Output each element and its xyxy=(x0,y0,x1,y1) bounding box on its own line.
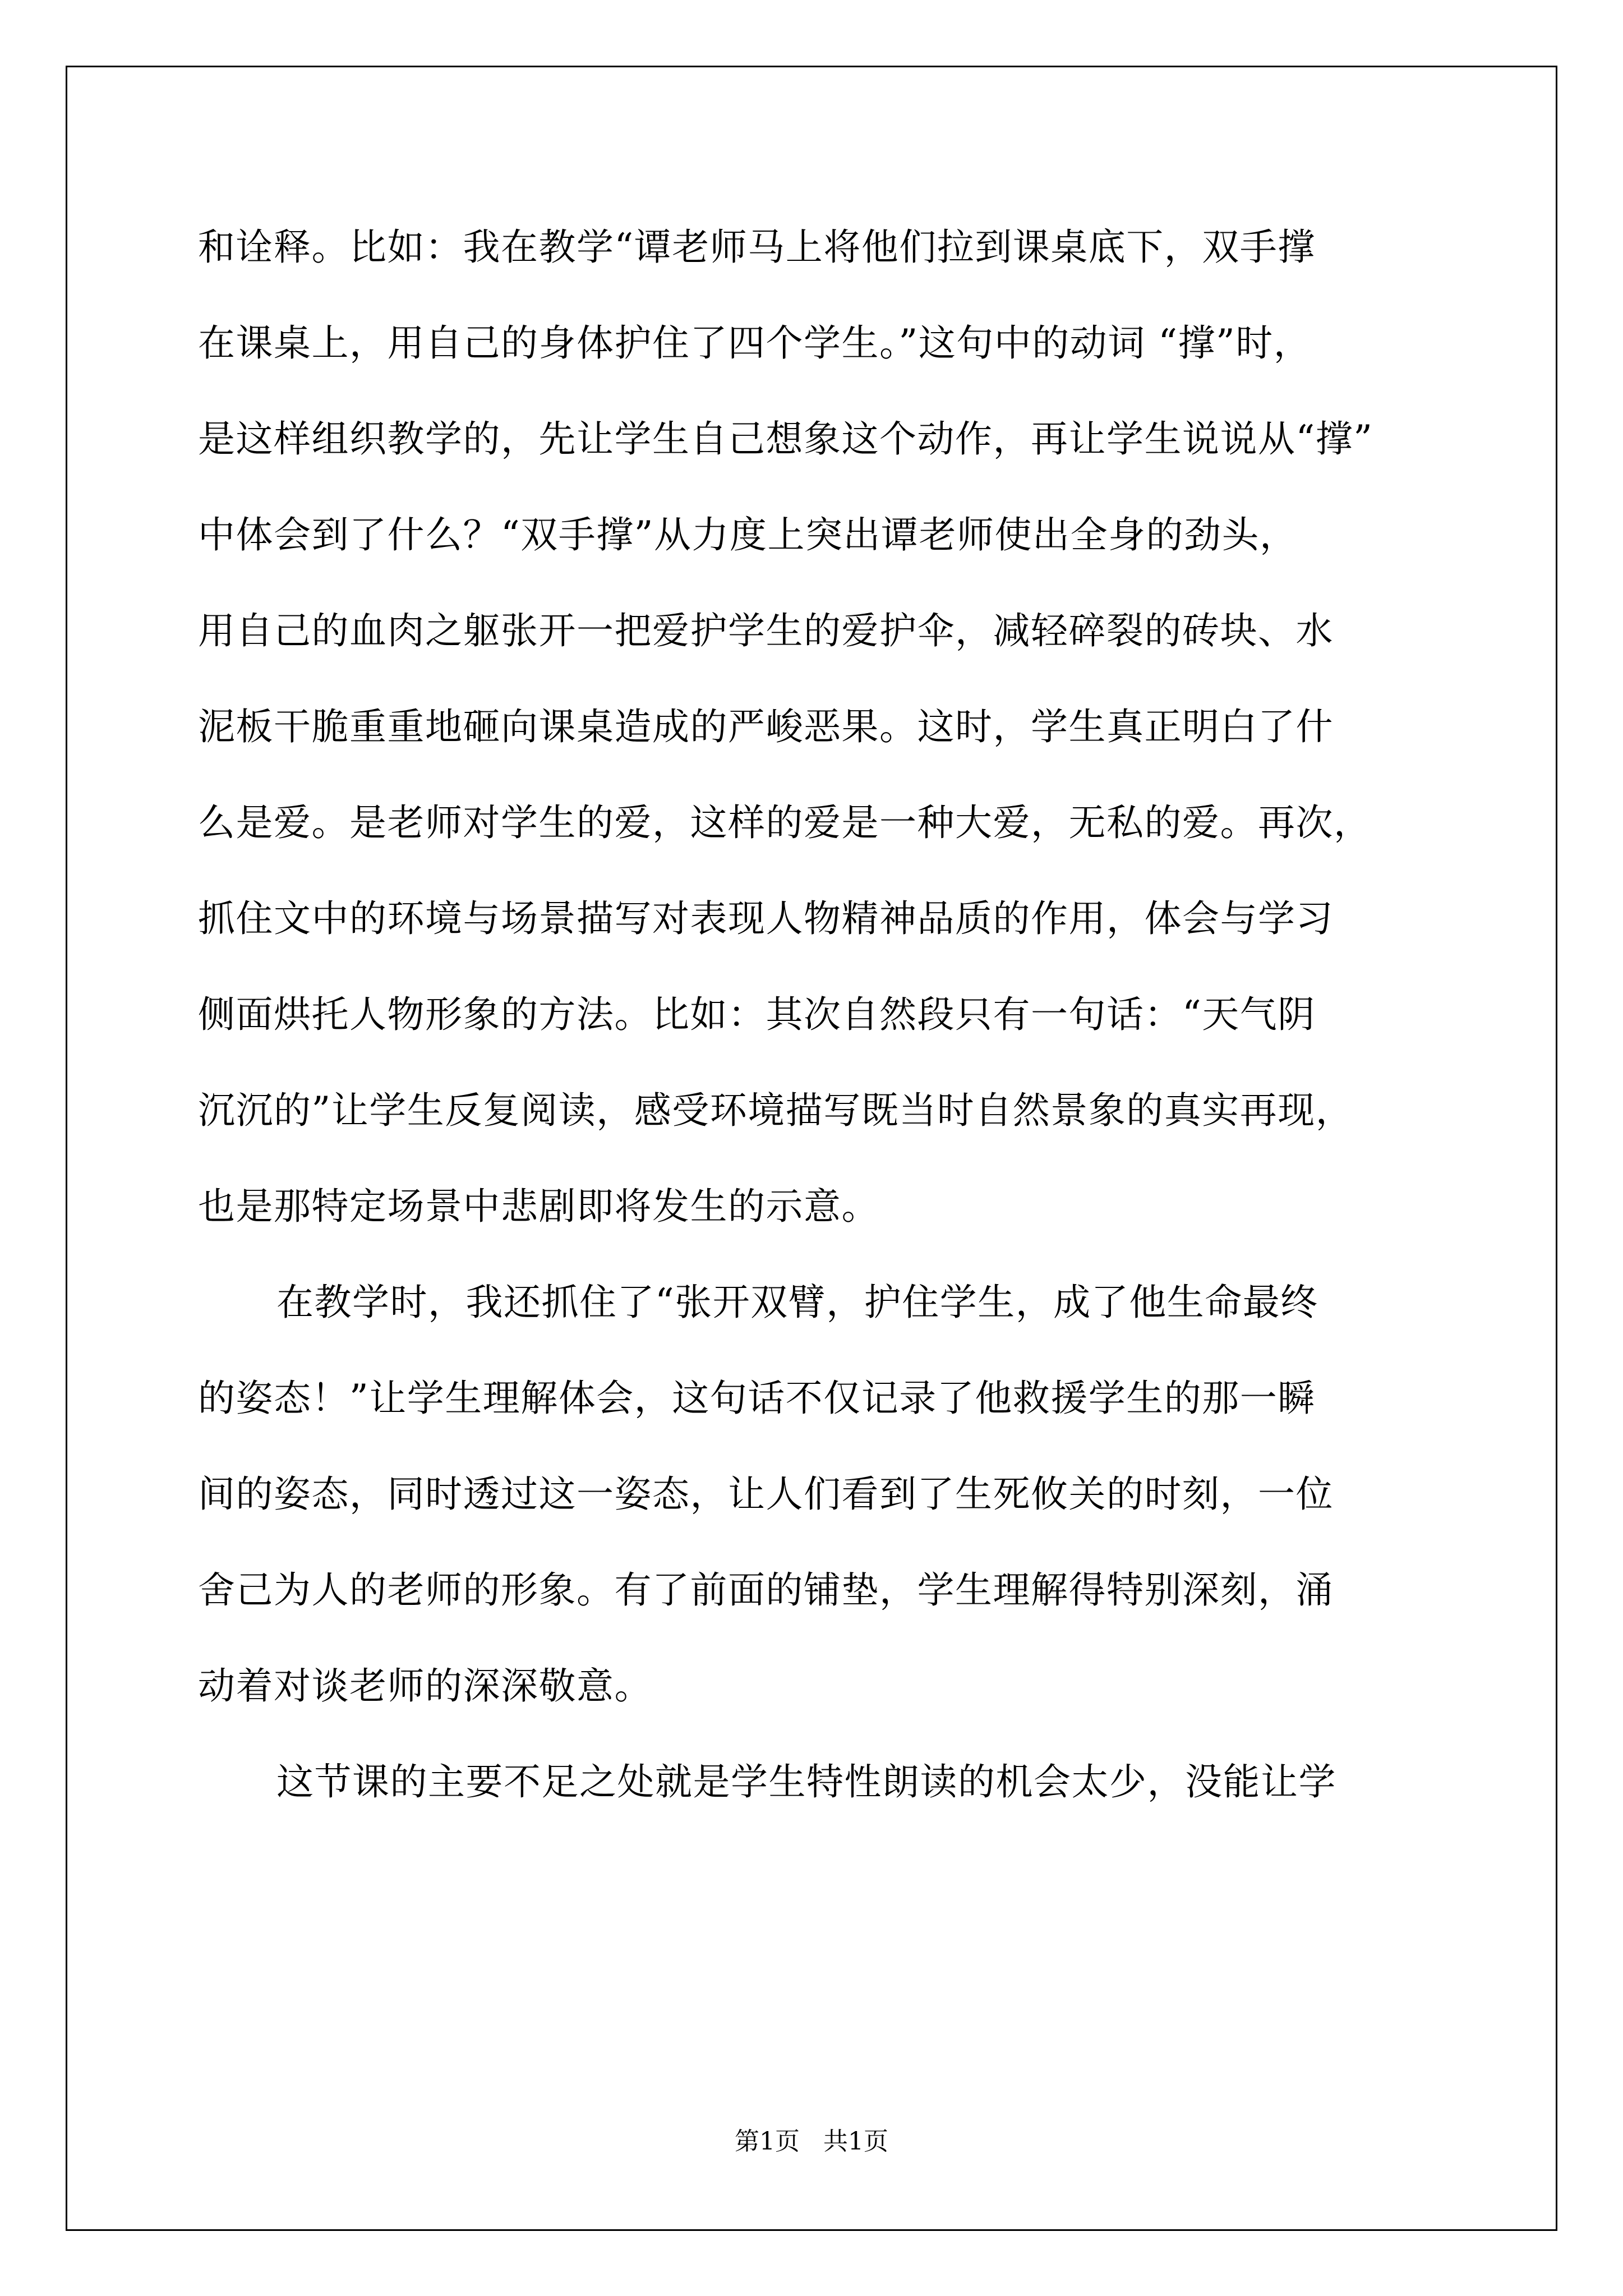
text-line-10: 沉沉的”让学生反复阅读，感受环境描写既当时自然景象的真实再现， xyxy=(198,1089,1354,1132)
text-line-17: 这节课的主要不足之处就是学生特性朗读的机会太少，没能让学 xyxy=(276,1760,1336,1803)
text-line-6: 泥板干脆重重地砸向课桌造成的严峻恶果。这时，学生真正明白了什 xyxy=(198,705,1334,748)
text-line-4: 中体会到了什么？“双手撑”从力度上突出谭老师使出全身的劲头， xyxy=(198,513,1298,556)
text-line-1: 和诠释。比如：我在教学“谭老师马上将他们拉到课桌底下，双手撑 xyxy=(198,226,1316,269)
text-line-12: 在教学时，我还抓住了“张开双臂，护住学生，成了他生命最终 xyxy=(276,1281,1318,1324)
text-line-9: 侧面烘托人物形象的方法。比如：其次自然段只有一句话：“天气阴 xyxy=(198,993,1316,1036)
text-line-15: 舍己为人的老师的形象。有了前面的铺垫，学生理解得特别深刻，涌 xyxy=(198,1568,1334,1612)
text-line-16: 动着对谈老师的深深敬意。 xyxy=(198,1664,652,1708)
text-line-13: 的姿态！”让学生理解体会，这句话不仅记录了他救援学生的那一瞬 xyxy=(198,1377,1316,1420)
text-line-3: 是这样组织教学的，先让学生自己想象这个动作，再让学生说说从“撑” xyxy=(198,417,1373,461)
text-line-8: 抓住文中的环境与场景描写对表现人物精神品质的作用，体会与学习 xyxy=(198,897,1334,940)
text-line-11: 也是那特定场景中悲剧即将发生的示意。 xyxy=(198,1185,879,1228)
text-line-5: 用自己的血肉之躯张开一把爱护学生的爱护伞，减轻碎裂的砖块、水 xyxy=(198,609,1334,652)
text-line-14: 间的姿态，同时透过这一姿态，让人们看到了生死攸关的时刻，一位 xyxy=(198,1473,1334,1516)
document-body xyxy=(198,199,1454,1830)
page-number-footer: 第1页 共1页 xyxy=(735,2127,888,2156)
text-line-7: 么是爱。是老师对学生的爱，这样的爱是一种大爱，无私的爱。再次， xyxy=(198,801,1372,844)
text-line-2: 在课桌上，用自己的身体护住了四个学生。”这句中的动词 “撑”时， xyxy=(198,321,1312,365)
